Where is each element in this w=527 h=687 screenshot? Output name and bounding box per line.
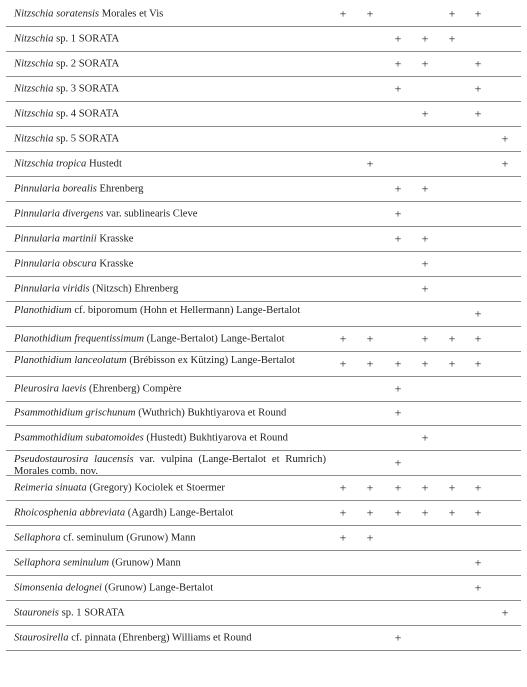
species-genus: Nitzschia (14, 33, 54, 45)
presence-mark: + (501, 156, 509, 171)
presence-mark: + (394, 405, 402, 420)
table-row (6, 501, 521, 526)
species-authority: (Wuthrich) Bukhtiyarova et Round (135, 407, 287, 419)
species-authority: (Brébisson ex Kützing) Lange-Bertalot (126, 354, 295, 366)
species-genus: Pseudostaurosira laucensis (14, 454, 134, 466)
species-name (14, 483, 326, 494)
species-authority: (Nitzsch) Ehrenberg (89, 283, 179, 295)
presence-mark: + (394, 31, 402, 46)
species-genus: Staurosirella (14, 632, 69, 644)
presence-mark: + (394, 181, 402, 196)
species-name (14, 83, 326, 94)
table-row (6, 302, 521, 327)
species-authority: Krasske (96, 258, 134, 270)
species-authority: (Hustedt) Bukhtiyarova et Round (143, 432, 288, 444)
species-name (14, 258, 326, 269)
species-genus: Pinnularia obscura (14, 258, 97, 270)
table-row (6, 277, 521, 302)
species-name (14, 454, 326, 478)
presence-mark: + (394, 381, 402, 396)
presence-mark: + (366, 331, 374, 346)
presence-mark: + (421, 331, 429, 346)
presence-mark: + (366, 356, 374, 371)
species-authority: sp. 3 SORATA (53, 83, 120, 95)
species-genus: Sellaphora (14, 532, 61, 544)
presence-mark: + (501, 131, 509, 146)
table-row (6, 327, 521, 352)
species-genus: Psammothidium subatomoides (14, 432, 144, 444)
presence-mark: + (474, 580, 482, 595)
presence-mark: + (448, 505, 456, 520)
species-authority: (Agardh) Lange-Bertalot (125, 507, 234, 519)
species-genus: Pinnularia viridis (14, 283, 90, 295)
table-row (6, 601, 521, 626)
presence-mark: + (474, 505, 482, 520)
presence-mark: + (366, 6, 374, 21)
presence-mark: + (394, 630, 402, 645)
species-name (14, 508, 326, 519)
presence-mark: + (474, 555, 482, 570)
species-genus: Sellaphora seminulum (14, 557, 110, 569)
species-genus: Planothidium frequentissimum (14, 333, 144, 345)
presence-mark: + (339, 331, 347, 346)
presence-mark: + (448, 6, 456, 21)
presence-mark: + (421, 430, 429, 445)
species-authority: Ehrenberg (96, 183, 144, 195)
presence-mark: + (448, 331, 456, 346)
table-row (6, 252, 521, 277)
presence-mark: + (421, 505, 429, 520)
presence-mark: + (394, 231, 402, 246)
presence-mark: + (474, 6, 482, 21)
species-name (14, 383, 326, 394)
table-row (6, 626, 521, 651)
species-genus: Pinnularia martinii (14, 233, 97, 245)
presence-mark: + (474, 106, 482, 121)
species-name (14, 433, 326, 444)
table-row (6, 377, 521, 402)
species-table (6, 2, 521, 651)
species-authority: cf. seminulum (Grunow) Mann (60, 532, 196, 544)
presence-mark: + (366, 480, 374, 495)
presence-mark: + (421, 31, 429, 46)
species-authority: sp. 5 SORATA (53, 133, 120, 145)
species-authority: (Ehrenberg) Compère (86, 383, 182, 395)
presence-mark: + (474, 480, 482, 495)
species-genus: Simonsenia delognei (14, 582, 102, 594)
table-row (6, 576, 521, 601)
table-row (6, 152, 521, 177)
species-authority: cf. biporomum (Hohn et Hellermann) Lange-Bertalot (71, 304, 301, 316)
species-authority: Krasske (96, 233, 134, 245)
presence-mark: + (339, 6, 347, 21)
species-authority: var. sublinearis Cleve (103, 208, 198, 220)
table-row (6, 551, 521, 576)
presence-mark: + (339, 480, 347, 495)
table-row (6, 202, 521, 227)
species-authority: sp. 1 SORATA (53, 33, 120, 45)
species-genus: Pinnularia divergens (14, 208, 104, 220)
species-name (14, 608, 326, 619)
table-row (6, 77, 521, 102)
species-genus: Nitzschia (14, 133, 54, 145)
species-name (14, 33, 326, 44)
presence-mark: + (474, 331, 482, 346)
presence-mark: + (339, 356, 347, 371)
species-genus: Nitzschia (14, 108, 54, 120)
species-genus: Nitzschia soratensis (14, 8, 100, 20)
presence-mark: + (366, 530, 374, 545)
species-genus: Psammothidium grischunum (14, 407, 136, 419)
presence-mark: + (366, 505, 374, 520)
table-row (6, 402, 521, 427)
species-name (14, 333, 326, 344)
presence-mark: + (501, 605, 509, 620)
species-genus: Reimeria sinuata (14, 482, 87, 494)
presence-mark: + (366, 156, 374, 171)
species-genus: Stauroneis (14, 607, 59, 619)
species-name (14, 8, 326, 19)
species-name (14, 633, 326, 644)
species-genus: Nitzschia (14, 83, 54, 95)
table-row (6, 127, 521, 152)
species-authority: Hustedt (86, 158, 122, 170)
table-row (6, 2, 521, 27)
presence-mark: + (448, 31, 456, 46)
species-name (14, 208, 326, 219)
presence-mark: + (448, 356, 456, 371)
species-name (14, 283, 326, 294)
species-name (14, 183, 326, 194)
presence-mark: + (474, 356, 482, 371)
presence-mark: + (448, 480, 456, 495)
species-name (14, 305, 326, 317)
species-authority: (Gregory) Kociolek et Stoermer (86, 482, 225, 494)
species-name (14, 558, 326, 569)
table-row (6, 476, 521, 501)
table-row (6, 102, 521, 127)
species-name (14, 133, 326, 144)
presence-mark: + (394, 480, 402, 495)
presence-mark: + (474, 56, 482, 71)
species-name (14, 583, 326, 594)
table-row (6, 52, 521, 77)
presence-mark: + (394, 455, 402, 470)
presence-mark: + (421, 56, 429, 71)
species-genus: Planothidium lanceolatum (14, 354, 127, 366)
species-authority: Morales et Vis (99, 8, 164, 20)
table-row (6, 426, 521, 451)
species-authority: var. vulpina (Lange-Bertalot et Rumrich) Morales comb. nov. (14, 454, 326, 478)
species-authority: (Lange-Bertalot) Lange-Bertalot (143, 333, 285, 345)
table-row (6, 526, 521, 551)
presence-mark: + (421, 231, 429, 246)
presence-mark: + (339, 505, 347, 520)
presence-mark: + (339, 530, 347, 545)
presence-mark: + (421, 480, 429, 495)
species-genus: Pleurosira laevis (14, 383, 87, 395)
species-authority: cf. pinnata (Ehrenberg) Williams et Round (68, 632, 252, 644)
species-name (14, 355, 326, 367)
table-row (6, 227, 521, 252)
presence-mark: + (421, 281, 429, 296)
presence-mark: + (421, 356, 429, 371)
species-authority: (Grunow) Lange-Bertalot (101, 582, 214, 594)
species-authority: sp. 1 SORATA (58, 607, 125, 619)
presence-mark: + (394, 81, 402, 96)
table-row (6, 27, 521, 52)
presence-mark: + (474, 81, 482, 96)
species-name (14, 533, 326, 544)
presence-mark: + (421, 256, 429, 271)
presence-mark: + (421, 181, 429, 196)
species-name (14, 408, 326, 419)
species-genus: Rhoicosphenia abbreviata (14, 507, 126, 519)
presence-mark: + (394, 356, 402, 371)
species-genus: Nitzschia tropica (14, 158, 87, 170)
species-genus: Nitzschia (14, 58, 54, 70)
presence-mark: + (394, 206, 402, 221)
table-row (6, 451, 521, 476)
species-name (14, 108, 326, 119)
species-authority: (Grunow) Mann (109, 557, 181, 569)
table-row (6, 352, 521, 377)
species-name (14, 58, 326, 69)
species-genus: Pinnularia borealis (14, 183, 97, 195)
table-row (6, 177, 521, 202)
species-authority: sp. 4 SORATA (53, 108, 120, 120)
presence-mark: + (474, 306, 482, 321)
presence-mark: + (394, 56, 402, 71)
species-genus: Planothidium (14, 304, 72, 316)
species-name (14, 158, 326, 169)
species-name (14, 233, 326, 244)
species-authority: sp. 2 SORATA (53, 58, 120, 70)
presence-mark: + (394, 505, 402, 520)
presence-mark: + (421, 106, 429, 121)
